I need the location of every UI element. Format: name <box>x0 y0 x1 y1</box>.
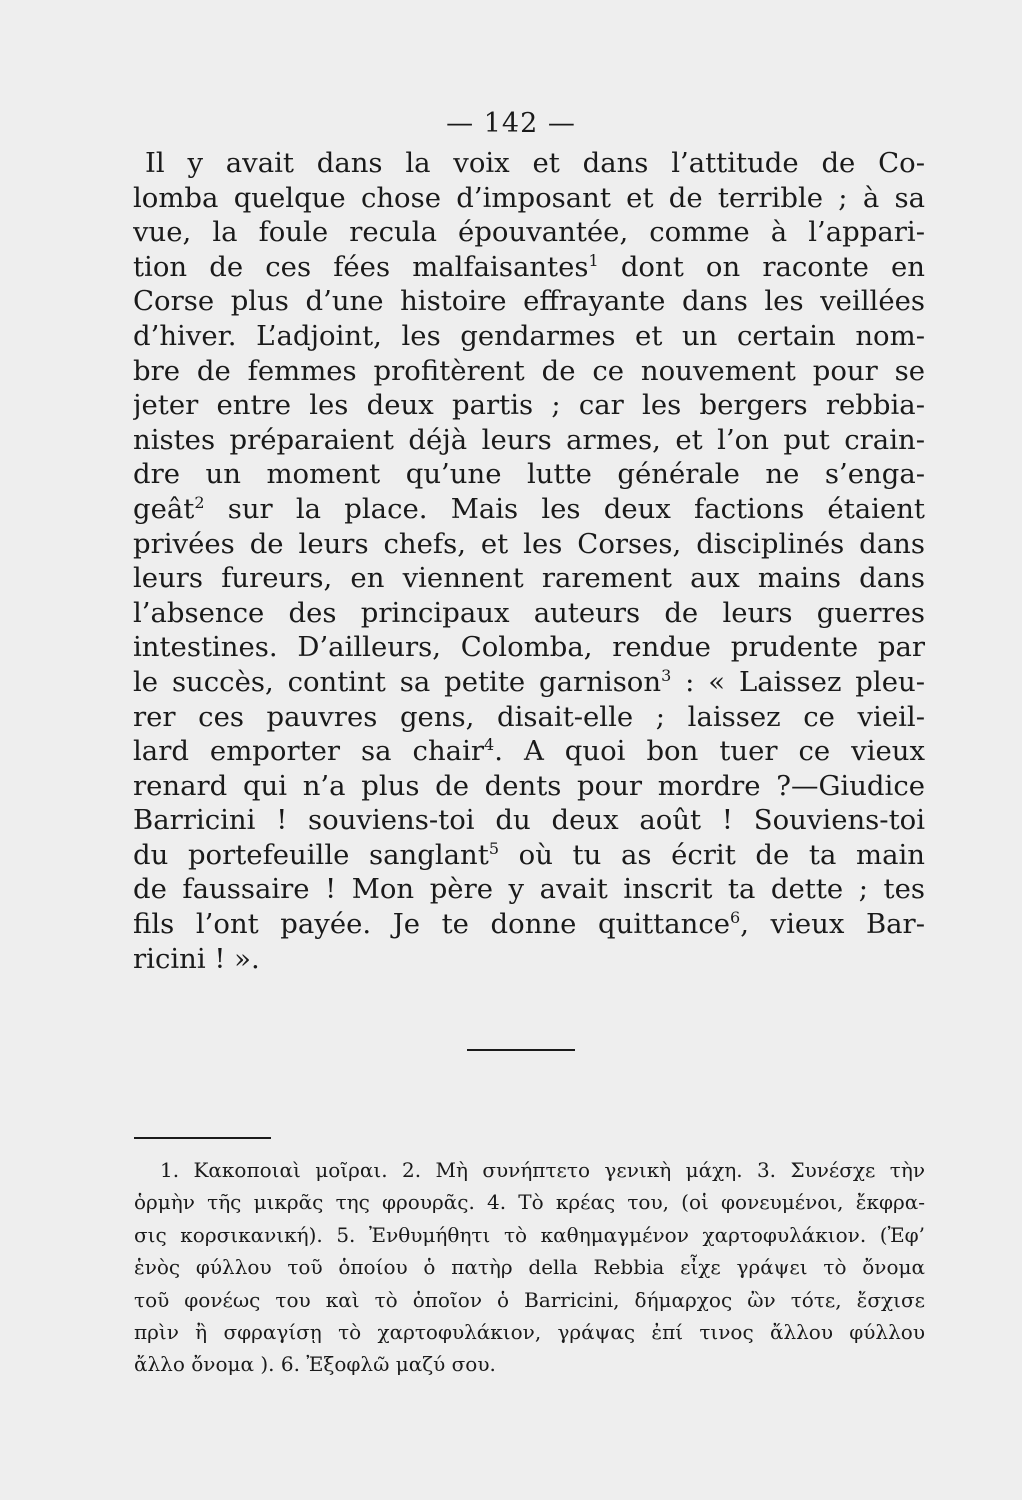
body-line <box>133 838 925 873</box>
footnote-ref-4: 4 <box>484 735 495 755</box>
footnote-line: 1. Κακοποιαὶ μοῖραι. 2. Μὴ συνήπτετο γενικὴ μάχη. 3. Συνέσχε τὴν <box>160 1158 925 1182</box>
section-end-rule <box>467 1049 575 1051</box>
footnote-line: σις κορσικανική). 5. Ἐνθυμήθητι τὸ καθημαγμένον χαρτοφυλάκιον. (Ἐφ’ <box>134 1222 925 1247</box>
body-line-text: . A quoi bon tuer ce vieux <box>494 735 925 768</box>
body-line <box>133 907 925 942</box>
body-line-text: du portefeuille sanglant <box>133 838 489 871</box>
body-line: vue, la foule recula épouvantée, comme à l’appari- <box>133 216 925 249</box>
body-line: lomba quelque chose d’imposant et de terrible ; à sa <box>133 181 925 214</box>
body-line: intestines. D’ailleurs, Colomba, rendue prudente par <box>133 631 925 664</box>
body-line: rer ces pauvres gens, disait-elle ; laissez ce vieil- <box>133 700 925 733</box>
body-line: dre un moment qu’une lutte générale ne s’enga- <box>133 458 925 491</box>
body-line <box>133 492 925 527</box>
footnote-separator-rule <box>134 1137 271 1139</box>
body-line-text: fils l’ont payée. Je te donne quittance <box>133 908 730 941</box>
footnotes <box>134 1154 925 1381</box>
body-line: renard qui n’a plus de dents pour mordre ?—Giudice <box>133 769 925 802</box>
body-line: ricini ! ». <box>133 942 260 975</box>
body-line: jeter entre les deux partis ; car les bergers rebbia- <box>133 389 925 422</box>
body-line-text: : « Laissez pleu- <box>671 665 925 698</box>
body-line: Barricini ! souviens-toi du deux août ! Souviens-toi <box>133 804 925 837</box>
body-line: leurs fureurs, en viennent rarement aux mains dans <box>133 562 925 595</box>
body-line: privées de leurs chefs, et les Corses, disciplinés dans <box>133 527 925 560</box>
page-number: — 142 — <box>446 108 576 139</box>
body-line: bre de femmes profitèrent de ce nouvement pour se <box>133 354 925 387</box>
footnote-ref-2: 2 <box>194 492 205 512</box>
footnote-ref-6: 6 <box>730 908 741 928</box>
body-line: d’hiver. L’adjoint, les gendarmes et un certain nom- <box>133 319 925 352</box>
body-line-text: geât <box>133 492 195 525</box>
body-text <box>133 146 925 976</box>
body-line <box>133 250 925 285</box>
footnote-ref-3: 3 <box>661 665 672 685</box>
body-line: Corse plus d’une histoire effrayante dans les veillées <box>133 285 925 318</box>
footnote-line: ὁρμὴν τῆς μικρᾶς της φρουρᾶς. 4. Τὸ κρέας του, (οἱ φονευμένοι, ἔκφρα- <box>134 1190 925 1215</box>
body-line-text: tion de ces fées malfaisantes <box>133 250 589 283</box>
body-line <box>133 734 925 769</box>
body-line <box>133 665 925 700</box>
body-line-text: dont on raconte en <box>598 250 925 283</box>
footnote-line: πρὶν ἢ σφραγίσῃ τὸ χαρτοφυλάκιον, γράψας ἐπί τινος ἄλλου φύλλου <box>134 1320 925 1345</box>
footnote-line: ἄλλο ὄνομα ). 6. Ἐξοφλῶ μαζύ σου. <box>134 1352 496 1377</box>
body-line: Il y avait dans la voix et dans l’attitude de Co- <box>145 147 925 179</box>
footnote-ref-5: 5 <box>488 838 500 858</box>
body-line: de faussaire ! Mon père y avait inscrit ta dette ; tes <box>133 873 925 906</box>
body-line-text: le succès, contint sa petite garnison <box>133 665 662 698</box>
footnote-line: τοῦ φονέως του καὶ τὸ ὁποῖον ὁ Barricini, δήμαρχος ὢν τότε, ἔσχισε <box>134 1287 925 1312</box>
footnote-ref-1: 1 <box>588 250 599 270</box>
body-line-text: où tu as écrit de ta main <box>499 838 925 871</box>
body-line-text: , vieux Bar- <box>740 908 925 941</box>
body-line-text: lard emporter sa chair <box>133 735 485 768</box>
body-line: nistes préparaient déjà leurs armes, et l’on put crain- <box>133 423 925 456</box>
body-line: l’absence des principaux auteurs de leurs guerres <box>133 596 925 629</box>
body-line-text: sur la place. Mais les deux factions étaient <box>204 492 925 525</box>
footnote-line: ἑνὸς φύλλου τοῦ ὁποίου ὁ πατὴρ della Rebbia εἶχε γράψει τὸ ὄνομα <box>134 1255 925 1280</box>
